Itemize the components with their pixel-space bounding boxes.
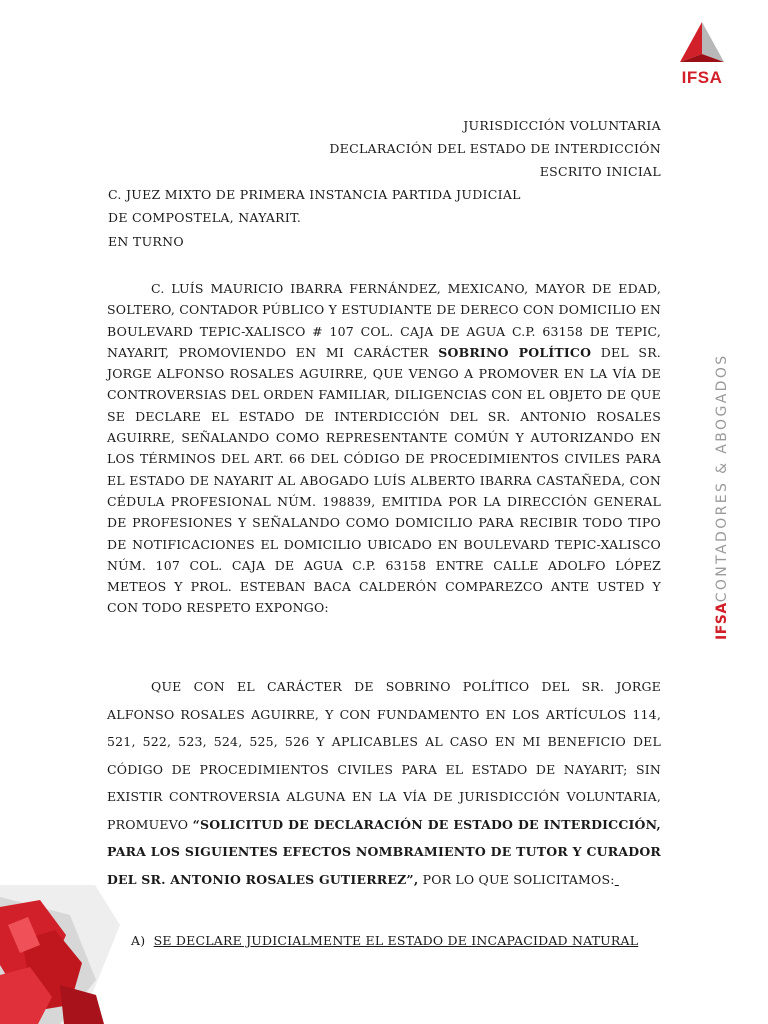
paragraph-2-bold: “SOLICITUD DE DECLARACIÓN DE ESTADO DE INTERDICCIÓN, PARA LOS SIGUIENTES EFECTOS NOMBRAMIENTO DE TUTOR Y CURADOR DEL SR. ANTONIO ROSALES GUTIERREZ”,	[107, 816, 661, 887]
side-banner-brand: IFSA	[714, 602, 730, 640]
list-item-a	[131, 933, 638, 948]
addressee-line-1: C. JUEZ MIXTO DE PRIMERA INSTANCIA PARTIDA JUDICIAL	[108, 187, 521, 202]
paragraph-2-text-b: POR LO QUE SOLICITAMOS:	[422, 871, 615, 887]
header-line-1: JURISDICCIÓN VOLUNTARIA	[463, 118, 661, 133]
paragraph-introduction	[107, 278, 661, 619]
paragraph-1-text-b: DEL SR. JORGE ALFONSO ROSALES AGUIRRE, QUE VENGO A PROMOVER EN LA VÍA DE CONTROVERSIAS DEL ORDEN FAMILIAR, DILIGENCIAS CON EL OBJETO DE QUE SE DECLARE EL ESTADO DE INTERDICCIÓN DEL SR. ANTONIO ROSALES AGUIRRE, SEÑALANDO COMO REPRESENTANTE COMÚN Y AUTORIZANDO EN LOS TÉRMINOS DEL ART. 66 DEL CÓDIGO DE PROCEDIMIENTOS CIVILES PARA EL ESTADO DE NAYARIT AL ABOGADO LUÍS ALBERTO IBARRA CASTAÑEDA, CON CÉDULA PROFESIONAL NÚM. 198839, EMITIDA POR LA DIRECCIÓN GENERAL DE PROFESIONES Y SEÑALANDO COMO DOMICILIO PARA RECIBIR TODO TIPO DE NOTIFICACIONES EL DOMICILIO UBICADO EN BOULEVARD TEPIC-XALISCO NÚM. 107 COL. CAJA DE AGUA C.P. 63158 ENTRE CALLE ADOLFO LÓPEZ METEOS Y PROL. ESTEBAN BACA CALDERÓN COMPAREZCO ANTE USTED Y CON TODO RESPETO EXPONGO:	[107, 344, 661, 616]
side-banner-tagline: CONTADORES & ABOGADOS	[714, 353, 730, 603]
decorative-shapes-icon	[0, 885, 120, 1024]
pyramid-logo-icon	[678, 20, 726, 66]
paragraph-1-bold: SOBRINO POLÍTICO	[438, 344, 592, 360]
header-line-2: DECLARACIÓN DEL ESTADO DE INTERDICCIÓN	[329, 141, 661, 156]
list-item-a-text: SE DECLARE JUDICIALMENTE EL ESTADO DE INCAPACIDAD NATURAL	[153, 933, 639, 948]
paragraph-petition	[107, 673, 661, 893]
header-line-3: ESCRITO INICIAL	[539, 164, 661, 179]
addressee-line-2: DE COMPOSTELA, NAYARIT.	[108, 210, 302, 225]
paragraph-1-text-a: C. LUÍS MAURICIO IBARRA FERNÁNDEZ, MEXICANO, MAYOR DE EDAD, SOLTERO, CONTADOR PÚBLICO Y ESTUDIANTE DE DERECO CON DOMICILIO EN BOULEVARD TEPIC-XALISCO # 107 COL. CAJA DE AGUA C.P. 63158 DE TEPIC, NAYARIT, PROMOVIENDO EN MI CARÁCTER	[107, 281, 661, 360]
addressee-line-3: EN TURNO	[108, 234, 184, 249]
paragraph-2-text-a: QUE CON EL CARÁCTER DE SOBRINO POLÍTICO DEL SR. JORGE ALFONSO ROSALES AGUIRRE, Y CON FUNDAMENTO EN LOS ARTÍCULOS 114, 521, 522, 523, 524, 525, 526 Y APLICABLES AL CASO EN MI BENEFICIO DEL CÓDIGO DE PROCEDIMIENTOS CIVILES PARA EL ESTADO DE NAYARIT; SIN EXISTIR CONTROVERSIA ALGUNA EN LA VÍA DE JURISDICCIÓN VOLUNTARIA, PROMUEVO	[107, 679, 661, 832]
ifsa-logo	[672, 20, 732, 86]
logo-text: IFSA	[681, 68, 723, 87]
side-banner	[714, 353, 730, 640]
list-item-a-marker: A)	[131, 933, 146, 948]
